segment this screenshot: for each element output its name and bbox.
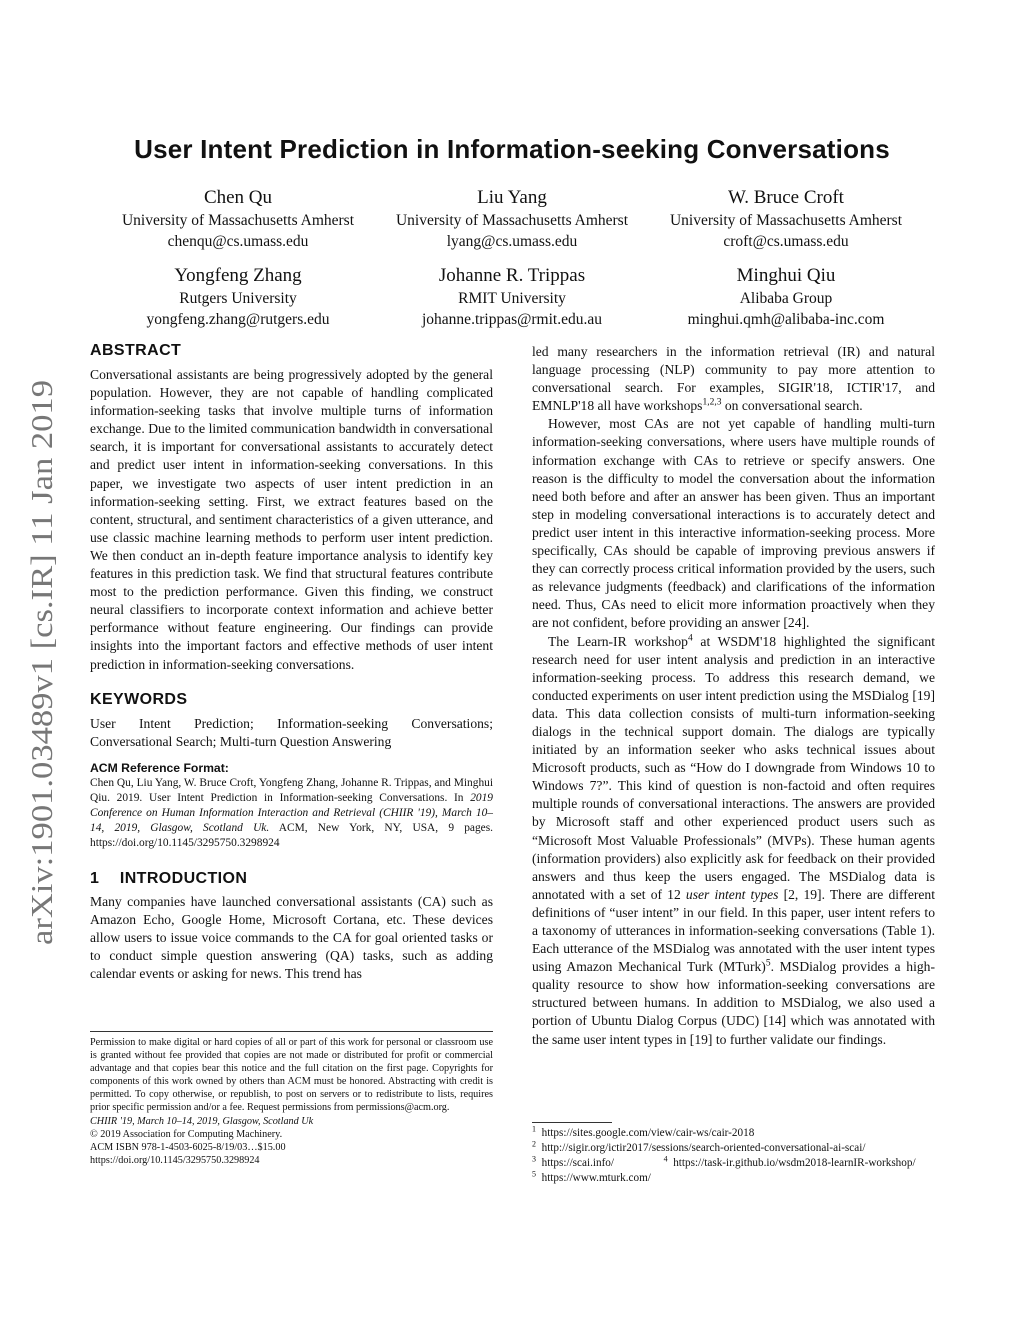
left-column <box>90 341 493 983</box>
abstract-heading: ABSTRACT <box>90 342 182 359</box>
author-block <box>641 264 931 330</box>
author-email[interactable]: minghui.qmh@alibaba-inc.com <box>687 311 885 328</box>
footnote-1[interactable]: $^1$ https://sites.google.com/view/cair-ws/cair-2018 <box>532 1124 755 1139</box>
author-name: Minghui Qiu <box>736 265 836 286</box>
footnote-2[interactable]: $^2$ http://sigir.org/ictir2017/sessions/search-oriented-conversational-ai-scai/ <box>532 1139 866 1154</box>
isbn-line: ACM ISBN 978-1-4503-6025-8/19/03…$15.00 <box>90 1141 286 1153</box>
author-block <box>367 264 657 330</box>
arxiv-stamp <box>10 370 70 950</box>
author-affiliation: RMIT University <box>458 290 566 307</box>
footnote-rule <box>532 1122 612 1123</box>
intro-paragraph: Many companies have launched conversational assistants (CA) such as Amazon Echo, Google Home, Microsoft Cortana, etc. These devices allow users to issue voice commands to the CA for goal oriented tasks or to conduct simple question answering (QA) tasks, such as adding calendar events or asking for news. This trend has <box>90 893 493 982</box>
right-column <box>532 343 935 1049</box>
author-name: Johanne R. Trippas <box>438 265 586 286</box>
acm-reference-text: Chen Qu, Liu Yang, W. Bruce Croft, Yongfeng Zhang, Johanne R. Trippas, and Minghui Qiu. 2019. User Intent Prediction in Information-seeking Conversations. In 2019 Conference on Human Information Interaction and Retrieval (CHIIR '19), March 10–14, 2019, Glasgow, Scotland Uk. ACM, New York, NY, USA, 9 pages. https://doi.org/10.1145/3295750.3298924 <box>90 776 494 849</box>
author-affiliation: University of Massachusetts Amherst <box>121 212 355 229</box>
footnote-4[interactable]: $^4$ https://task-ir.github.io/wsdm2018-learnIR-workshop/ <box>663 1154 916 1169</box>
keywords-text: User Intent Prediction; Information-seeking Conversations; Conversational Search; Multi-turn Question Answering <box>90 715 493 749</box>
author-block <box>641 186 931 252</box>
author-affiliation: Rutgers University <box>179 290 297 307</box>
author-affiliation: University of Massachusetts Amherst <box>669 212 903 229</box>
permission-rule <box>90 1031 493 1032</box>
permission-venue: CHIIR '19, March 10–14, 2019, Glasgow, Scotland Uk <box>90 1115 314 1127</box>
author-block <box>93 264 383 330</box>
right-paragraph-1: led many researchers in the information retrieval (IR) and natural language processing (NLP) community to pay more attention to conversational search. For examples, SIGIR'18, ICTIR'17, and EMNLP'18 all have workshops$^{1,2,3}$ on conversational search. <box>532 344 935 414</box>
abstract-text: Conversational assistants are being progressively adopted by the general population. However, they are not capable of handling complicated information-seeking tasks that involve multiple turns of information exchange. Due to the limited communication bandwidth in conversational search, it is important for conversational assistants to accurately detect and predict user intent in information-seeking conversations. In this paper, we investigate two aspects of user intent prediction in an information-seeking setting. First, we extract features based on the content, structural, and sentiment characteristics of a given utterance, and use classic machine learning methods to perform user intent prediction. We then conduct an in-depth feature importance analysis to identify key features in this prediction task. We find that structural features contribute most to the prediction performance. Given this finding, we construct neural classifiers to incorporate context information and achieve better performance without feature engineering. Our findings can provide insights into the important factors and effective methods of user intent prediction in information-seeking conversations. <box>90 367 493 672</box>
acm-reference-venue: 2019 Conference on Human Information Interaction and Retrieval (CHIIR '19), March 10–14, 2019, Glasgow, Scotland Uk. <box>90 791 493 834</box>
author-email[interactable]: lyang@cs.umass.edu <box>446 233 578 250</box>
author-email[interactable]: johanne.trippas@rmit.edu.au <box>422 311 602 328</box>
arxiv-id: arXiv:1901.03489v1 [cs.IR] 11 Jan 2019 <box>24 438 59 945</box>
author-name: Yongfeng Zhang <box>174 265 302 286</box>
author-block <box>93 186 383 252</box>
copyright-line: © 2019 Association for Computing Machinery. <box>90 1128 283 1140</box>
author-affiliation: University of Massachusetts Amherst <box>395 212 629 229</box>
keywords-heading: KEYWORDS <box>90 690 188 708</box>
author-name: Liu Yang <box>477 187 547 208</box>
acm-reference-heading: ACM Reference Format: <box>90 760 229 775</box>
author-email[interactable]: yongfeng.zhang@rutgers.edu <box>146 311 330 328</box>
footnote-3-4 <box>532 1156 935 1171</box>
author-email[interactable]: croft@cs.umass.edu <box>723 233 849 250</box>
right-paragraph-2: However, most CAs are not yet capable of handling multi-turn information-seeking conversations, where users have multiple rounds of information exchange with CAs to retrieve or specify answers. One reason is the difficulty to model the conversation about the information need both before and after an answer has been given. Thus an important step in modeling conversational interactions is to accurately detect and predict user intent in this interactive information-seeking process. More specifically, CAs should be capable of improving previous answers if they can correctly process critical information provided by the users, such as relevance judgments (feedback) and clarifications of the information need. Thus, CAs need to elicit more information proactively when they are not confident, before providing an answer [24]. <box>532 416 935 631</box>
intro-heading: 1 INTRODUCTION <box>90 869 248 887</box>
author-block <box>367 186 657 252</box>
paper-title: User Intent Prediction in Information-seeking Conversations <box>134 134 890 164</box>
author-affiliation: Alibaba Group <box>739 290 833 307</box>
author-name: W. Bruce Croft <box>728 187 844 208</box>
permission-text: Permission to make digital or hard copies of all or part of this work for personal or classroom use is granted without fee provided that copies are not made or distributed for profit or commercial advantage and that copies bear this notice and the full citation on the first page. Copyrights for components of this work owned by others than ACM must be honored. Abstracting with credit is permitted. To copy otherwise, or republish, to post on servers or to redistribute to lists, requires prior specific permission and/or a fee. Request permissions from permissions@acm.org. <box>90 1037 493 1114</box>
author-name: Chen Qu <box>203 187 273 208</box>
footnote-3[interactable]: $^3$ https://scai.info/ <box>532 1154 614 1169</box>
author-email[interactable]: chenqu@cs.umass.edu <box>167 233 309 250</box>
doi-line[interactable]: https://doi.org/10.1145/3295750.3298924 <box>90 1154 260 1166</box>
right-paragraph-3: The Learn-IR workshop$^4$ at WSDM'18 highlighted the significant research need for user intent analysis and prediction in an interactive information-seeking process. To address this research demand, we conducted experiments on user intent prediction using the MSDialog [19] data. This data collection consists of multi-turn information-seeking dialogs in the technical support domain. The dialogs are typically initiated by an information seeker who asks technical issues about Microsoft products, such as “How do I downgrade from Windows 10 to Windows 7?”. This kind of question is non-factoid and often requires multiple rounds of conversational interactions. The answers are provided by Microsoft staff and other experienced product users such as “Microsoft Most Valuable Professionals” (MVPs). These human agents (information providers) also explicitly ask for feedback on their provided answers and thus keep the users engaged. The MSDialog data is annotated with a set of 12 user intent types [2, 19]. There are different definitions of “user intent” in our field. In this paper, user intent refers to a taxonomy of utterances in information-seeking conversations (Table 1). Each utterance of the MSDialog was annotated with the user intent types using Amazon Mechanical Turk (MTurk)$^5$. MSDialog provides a high-quality resource to show how information-seeking conversations are structured between humans. In addition to MSDialog, we also used a portion of Ubuntu Dialog Corpus (UDC) [14] which was annotated with the same user intent types in [19] to further validate our findings. <box>532 632 936 1047</box>
permission-block <box>90 1036 493 1167</box>
footnotes <box>532 1126 935 1186</box>
footnote-5[interactable]: $^5$ https://www.mturk.com/ <box>532 1169 651 1184</box>
acm-reference <box>90 761 493 851</box>
